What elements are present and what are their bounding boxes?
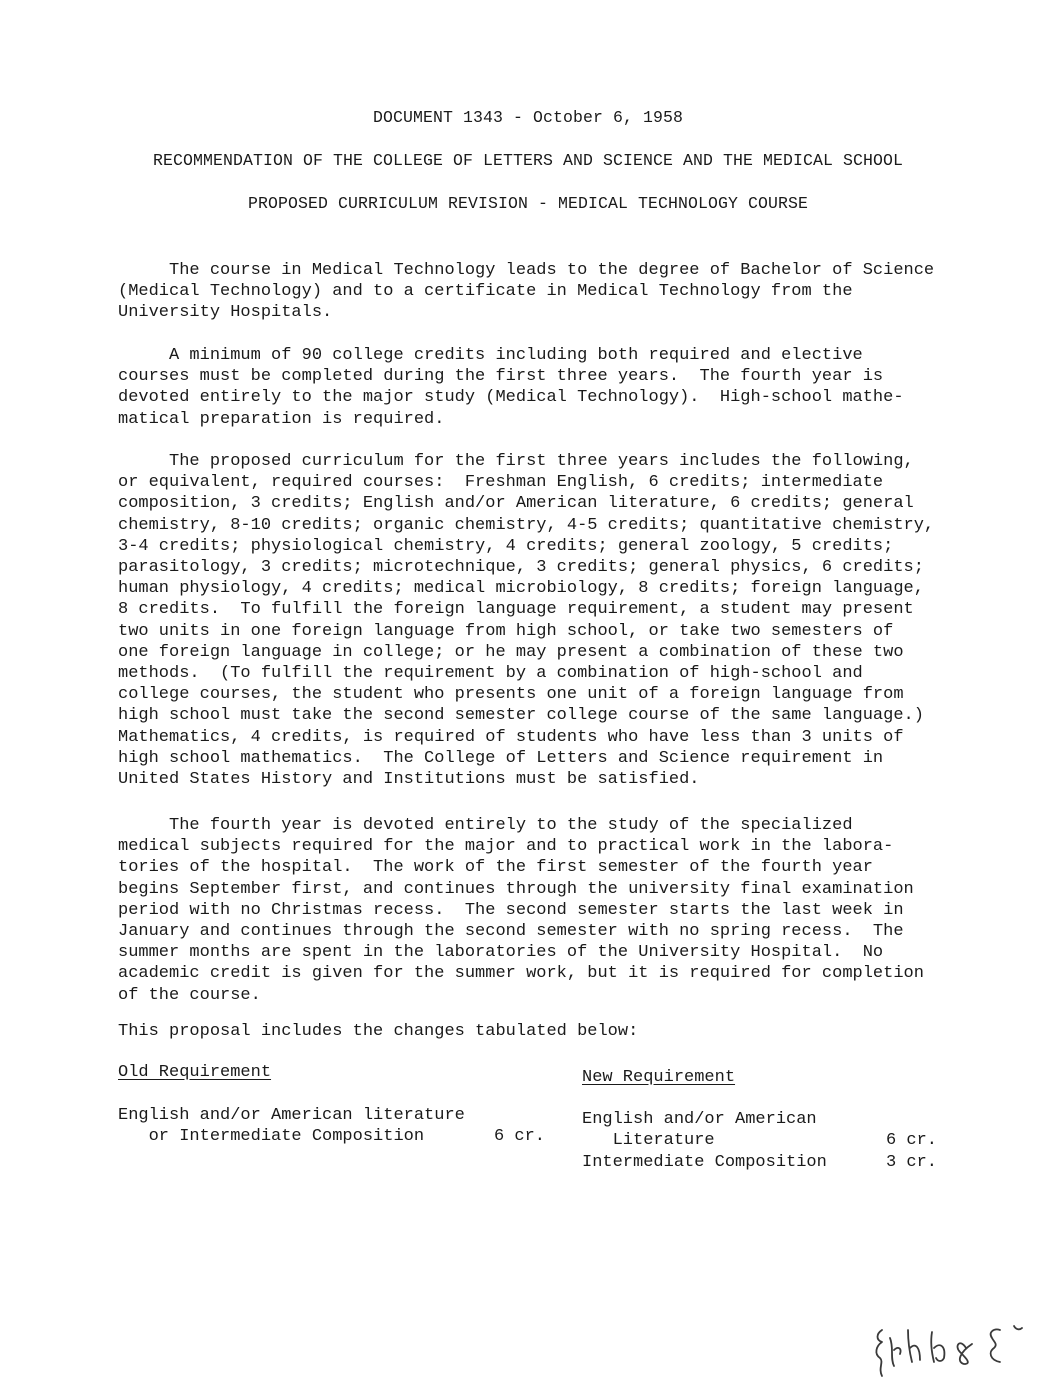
text-line: summer months are spent in the laboratories of the University Hospital. No	[118, 943, 884, 963]
text-line: 3-4 credits; physiological chemistry, 4 credits; general zoology, 5 credits;	[118, 536, 894, 556]
text-line: The course in Medical Technology leads to the degree of Bachelor of Science	[118, 261, 935, 280]
document-subject-title: PROPOSED CURRICULUM REVISION - MEDICAL TECHNOLOGY COURSE	[247, 194, 809, 213]
paragraph-credits	[118, 345, 978, 430]
old-requirement-header: Old Requirement	[118, 1063, 272, 1082]
text-line: high school mathematics. The College of Letters and Science requirement in	[118, 748, 884, 768]
text-line: University Hospitals.	[118, 303, 333, 323]
new-requirement-line2: Literature	[582, 1131, 715, 1150]
paragraph-curriculum	[118, 451, 978, 790]
text-line: two units in one foreign language from high school, or take two semesters of	[118, 621, 894, 641]
text-line: methods. (To fulfill the requirement by a combination of high-school and	[118, 664, 863, 684]
text-line: January and continues through the second semester with no spring recess. The	[118, 922, 904, 942]
text-line: of the course.	[118, 985, 261, 1005]
text-line: parasitology, 3 credits; microtechnique, 3 credits; general physics, 6 credits;	[118, 558, 924, 578]
document-recommendation-title: RECOMMENDATION OF THE COLLEGE OF LETTERS AND SCIENCE AND THE MEDICAL SCHOOL	[152, 151, 904, 170]
text-line: 8 credits. To fulfill the foreign language requirement, a student may present	[118, 600, 914, 620]
old-requirement-credits: 6 cr.	[494, 1127, 546, 1146]
text-line: college courses, the student who presents one unit of a foreign language from	[118, 685, 904, 705]
new-requirement-line1: English and/or American	[582, 1110, 817, 1129]
text-line: Mathematics, 4 credits, is required of students who have less than 3 units of	[118, 727, 904, 747]
text-line: or equivalent, required courses: Freshman English, 6 credits; intermediate	[118, 473, 884, 493]
table-intro: This proposal includes the changes tabulated below:	[118, 1022, 639, 1041]
text-line: begins September first, and continues through the university final examination	[118, 879, 914, 899]
text-line: (Medical Technology) and to a certificate in Medical Technology from the	[118, 282, 853, 302]
old-requirement-line1: English and/or American literature	[118, 1106, 465, 1125]
text-line: human physiology, 4 credits; medical microbiology, 8 credits; foreign language,	[118, 579, 924, 599]
text-line: courses must be completed during the first three years. The fourth year is	[118, 367, 884, 387]
text-line: period with no Christmas recess. The second semester starts the last week in	[118, 900, 904, 920]
text-line: medical subjects required for the major and to practical work in the labora-	[118, 837, 894, 857]
handwritten-signature	[868, 1318, 1038, 1380]
text-line: The proposed curriculum for the first three years includes the following,	[118, 452, 914, 471]
old-requirement-line2: or Intermediate Composition	[118, 1127, 425, 1146]
text-line: composition, 3 credits; English and/or American literature, 6 credits; general	[118, 494, 914, 514]
new-requirement-header: New Requirement	[582, 1068, 736, 1087]
text-line: tories of the hospital. The work of the first semester of the fourth year	[118, 858, 873, 878]
text-line: one foreign language in college; or he may present a combination of these two	[118, 642, 904, 662]
paragraph-fourth-year	[118, 815, 978, 1006]
text-line: chemistry, 8-10 credits; organic chemistry, 4-5 credits; quantitative chemistry,	[118, 515, 935, 535]
text-line: The fourth year is devoted entirely to the study of the specialized	[118, 816, 853, 835]
document-number-date: DOCUMENT 1343 - October 6, 1958	[372, 108, 684, 127]
text-line: devoted entirely to the major study (Medical Technology). High-school mathe-	[118, 388, 904, 408]
text-line: high school must take the second semester college course of the same language.)	[118, 706, 924, 726]
text-line: A minimum of 90 college credits including both required and elective	[118, 346, 863, 365]
paragraph-degree	[118, 260, 978, 324]
text-line: academic credit is given for the summer work, but it is required for completion	[118, 964, 924, 984]
text-line: matical preparation is required.	[118, 409, 445, 429]
new-requirement-credits: 6 cr.	[886, 1131, 938, 1150]
new-requirement-line1: Intermediate Composition	[582, 1153, 827, 1172]
new-requirement-credits: 3 cr.	[886, 1153, 938, 1172]
text-line: United States History and Institutions must be satisfied.	[118, 770, 700, 790]
